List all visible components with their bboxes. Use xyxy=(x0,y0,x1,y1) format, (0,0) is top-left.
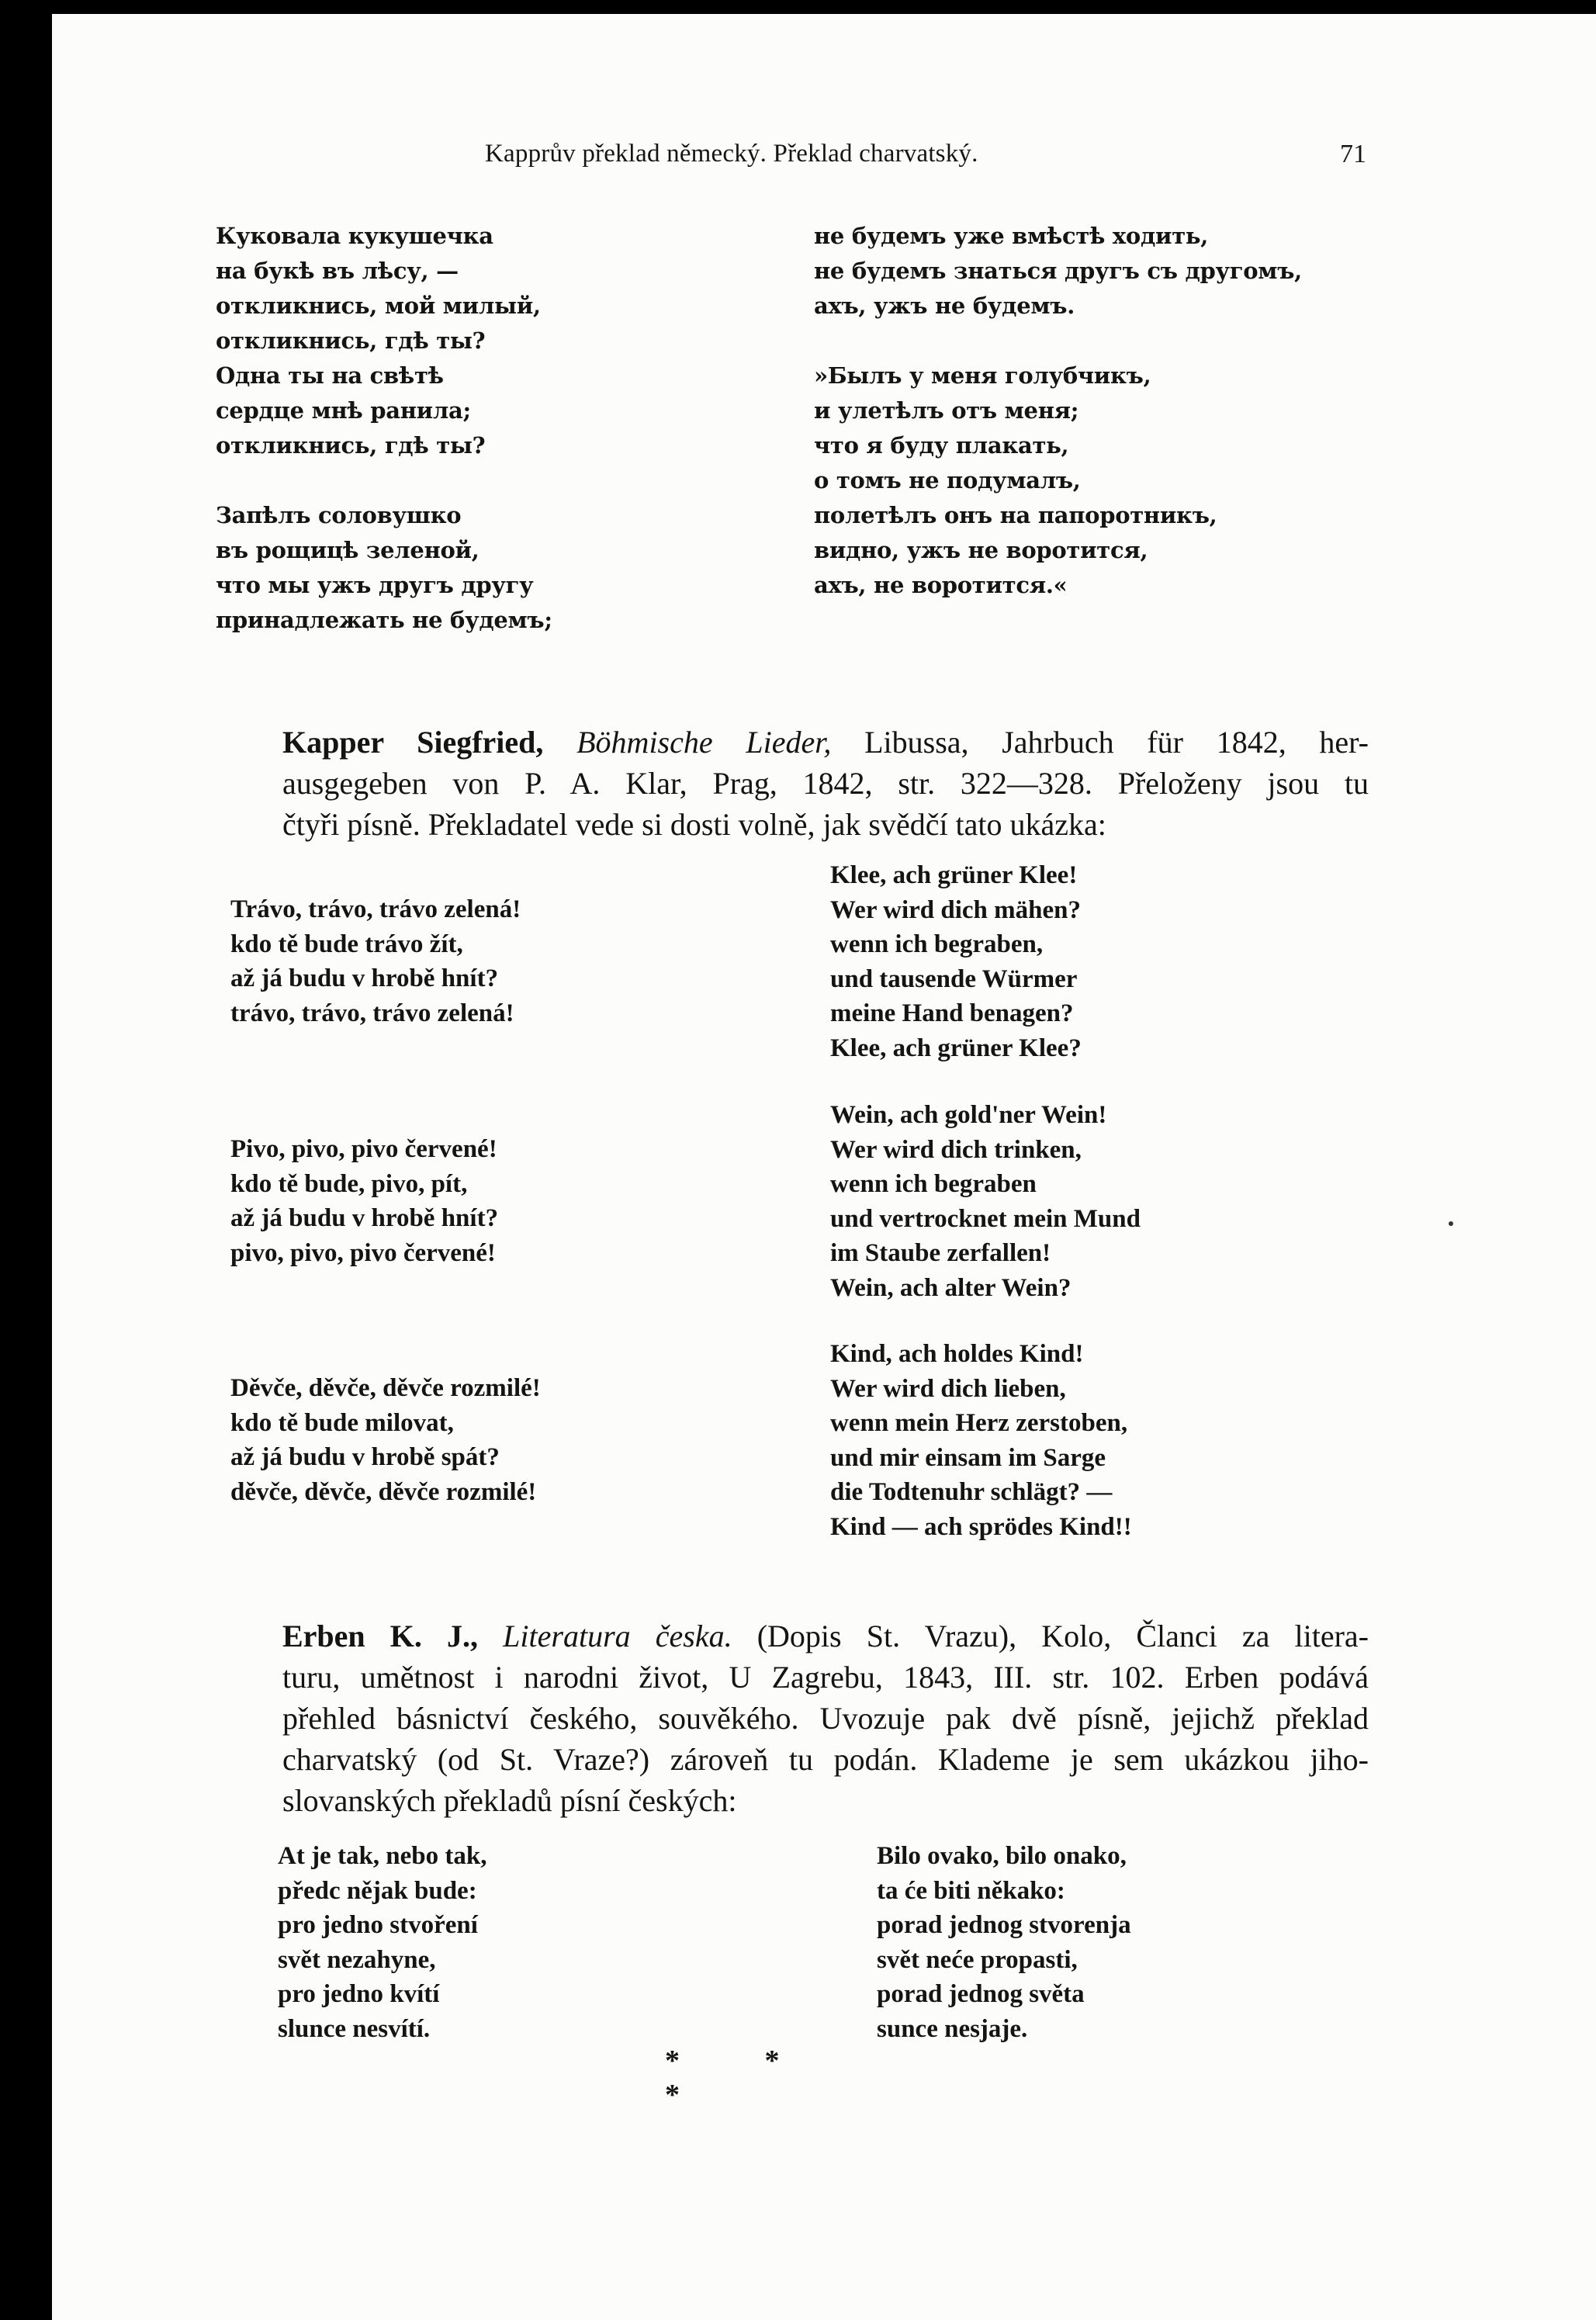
verse-line: ta će biti někako: xyxy=(877,1876,1065,1905)
verse-line: pro jedno kvítí xyxy=(278,1980,440,2009)
entry-text: čtyři písně. Překladatel vede si dosti volně, jak svědčí tato ukázka: xyxy=(282,807,1106,842)
verse-line: kdo tě bude milovat, xyxy=(230,1408,454,1437)
verse-line: не будемъ уже вмѣстѣ ходить, xyxy=(814,223,1209,249)
verse-line: Wer wird dich lieben, xyxy=(830,1374,1066,1403)
entry-text: turu, umětnost i narodni život, U Zagrebu, 1843, III. str. 102. Erben podává xyxy=(282,1660,1369,1695)
book-page xyxy=(52,14,1596,2320)
verse-line: Bilo ovako, bilo onako, xyxy=(877,1842,1127,1870)
entry-text: charvatský (od St. Vraze?) zároveň tu podán. Klademe je sem ukázkou jiho- xyxy=(282,1742,1369,1777)
entry-author: Kapper Siegfried, xyxy=(282,725,544,760)
verse-line: Запѣлъ соловушко xyxy=(216,502,462,528)
kapper-entry-paragraph xyxy=(282,722,1369,845)
running-header: Kapprův překlad německý. Překlad charvatský. xyxy=(485,140,978,168)
verse-line: »Былъ у меня голубчикъ, xyxy=(814,362,1151,389)
entry-text: slovanských překladů písní českých: xyxy=(282,1783,737,1818)
verse-line: im Staube zerfallen! xyxy=(830,1239,1051,1268)
verse-line: und tausende Würmer xyxy=(830,964,1078,993)
verse-line: ахъ, ужъ не будемъ. xyxy=(814,293,1075,319)
czech-poem-stanza xyxy=(230,892,521,1030)
verse-line: až já budu v hrobě hnít? xyxy=(230,1204,499,1233)
erben-entry-paragraph xyxy=(282,1615,1369,1821)
entry-text: Libussa, Jahrbuch für 1842, her- xyxy=(831,725,1369,760)
verse-line: Wer wird dich mähen? xyxy=(830,895,1081,924)
czech-poem-stanza xyxy=(230,1132,498,1270)
entry-title: Böhmische Lieder, xyxy=(576,725,832,760)
verse-line: wenn mein Herz zerstoben, xyxy=(830,1409,1128,1438)
verse-line: ахъ, не воротится.« xyxy=(814,572,1068,598)
verse-line: svět nezahyne, xyxy=(278,1945,436,1974)
verse-line: slunce nesvítí. xyxy=(278,2014,431,2043)
verse-line: не будемъ знаться другъ съ другомъ, xyxy=(814,258,1302,284)
page-number: 71 xyxy=(1340,140,1366,168)
verse-line: až já budu v hrobě spát? xyxy=(230,1443,500,1472)
verse-line: porad jednog stvorenja xyxy=(877,1911,1131,1940)
verse-line: на букѣ въ лѣсу, — xyxy=(216,258,459,284)
verse-line: Klee, ach grüner Klee! xyxy=(830,861,1078,889)
verse-line: что мы ужъ другъ другу xyxy=(216,572,534,598)
verse-line: принадлежать не будемъ; xyxy=(216,607,552,633)
entry-author: Erben K. J., xyxy=(282,1619,479,1653)
verse-line xyxy=(814,324,1302,358)
verse-line: děvče, děvče, děvče rozmilé! xyxy=(230,1477,537,1506)
verse-line: Kind, ach holdes Kind! xyxy=(830,1340,1084,1368)
verse-line: Wein, ach alter Wein? xyxy=(830,1273,1072,1302)
russian-verse-left xyxy=(216,219,552,638)
verse-line: kdo tě bude trávo žít, xyxy=(230,930,463,958)
verse-line: pivo, pivo, pivo červené! xyxy=(230,1238,496,1267)
verse-line: о томъ не подумалъ, xyxy=(814,467,1081,493)
verse-line: Wein, ach gold'ner Wein! xyxy=(830,1101,1107,1129)
german-poem-stanza xyxy=(830,1098,1141,1306)
verse-line: Pivo, pivo, pivo červené! xyxy=(230,1135,497,1163)
verse-line: Kind — ach sprödes Kind!! xyxy=(830,1512,1132,1541)
verse-line: откликнись, гдѣ ты? xyxy=(216,327,486,354)
verse-line: porad jednog světa xyxy=(877,1980,1085,2009)
czech-poem-stanza xyxy=(230,1371,541,1509)
verse-line: Wer wird dich trinken, xyxy=(830,1135,1082,1164)
verse-line: und mir einsam im Sarge xyxy=(830,1443,1106,1472)
verse-line: pro jedno stvoření xyxy=(278,1911,478,1940)
verse-line: что я буду плакать, xyxy=(814,432,1069,459)
verse-line: Одна ты на свѣтѣ xyxy=(216,362,444,389)
verse-line: At je tak, nebo tak, xyxy=(278,1842,487,1870)
verse-line: сердце мнѣ ранила; xyxy=(216,397,471,424)
entry-text: přehled básnictví českého, souvěkého. Uvozuje pak dvě písně, jejichž překlad xyxy=(282,1701,1369,1736)
verse-line: kdo tě bude, pivo, pít, xyxy=(230,1169,468,1198)
german-poem-stanza xyxy=(830,858,1082,1066)
verse-line: meine Hand benagen? xyxy=(830,999,1074,1028)
verse-line: až já budu v hrobě hnít? xyxy=(230,964,499,993)
verse-line: sunce nesjaje. xyxy=(877,2014,1028,2043)
verse-line: и улетѣлъ отъ меня; xyxy=(814,397,1079,424)
verse-line: откликнись, гдѣ ты? xyxy=(216,432,486,459)
verse-line: въ рощицѣ зеленой, xyxy=(216,537,479,563)
german-poem-stanza xyxy=(830,1337,1132,1545)
croatian-poem-erben xyxy=(877,1839,1131,2047)
entry-text: (Dopis St. Vrazu), Kolo, Članci za litera- xyxy=(732,1619,1369,1653)
verse-line: откликнись, мой милый, xyxy=(216,293,541,319)
verse-line: Klee, ach grüner Klee? xyxy=(830,1034,1082,1062)
verse-line: Куковала кукушечка xyxy=(216,223,493,249)
verse-line: und vertrocknet mein Mund xyxy=(830,1204,1141,1233)
section-break: * * * xyxy=(665,2045,819,2111)
verse-line: Trávo, trávo, trávo zelená! xyxy=(230,895,521,923)
verse-line: předc nějak bude: xyxy=(278,1876,477,1905)
verse-line: wenn ich begraben, xyxy=(830,930,1044,959)
verse-line: die Todtenuhr schlägt? — xyxy=(830,1478,1113,1507)
verse-line: wenn ich begraben xyxy=(830,1170,1037,1199)
entry-title: Literatura česka. xyxy=(503,1619,732,1653)
entry-text: ausgegeben von P. A. Klar, Prag, 1842, str. 322—328. Přeloženy jsou tu xyxy=(282,766,1369,801)
verse-line xyxy=(216,463,552,498)
czech-poem-erben xyxy=(278,1839,487,2047)
russian-verse-right xyxy=(814,219,1302,603)
verse-line: svět neće propasti, xyxy=(877,1945,1078,1974)
verse-line: полетѣлъ онъ на папоротникъ, xyxy=(814,502,1217,528)
verse-line: видно, ужъ не воротится, xyxy=(814,537,1148,563)
verse-line: trávo, trávo, trávo zelená! xyxy=(230,999,514,1027)
verse-line: Děvče, děvče, děvče rozmilé! xyxy=(230,1374,541,1402)
margin-dot xyxy=(1449,1221,1453,1226)
